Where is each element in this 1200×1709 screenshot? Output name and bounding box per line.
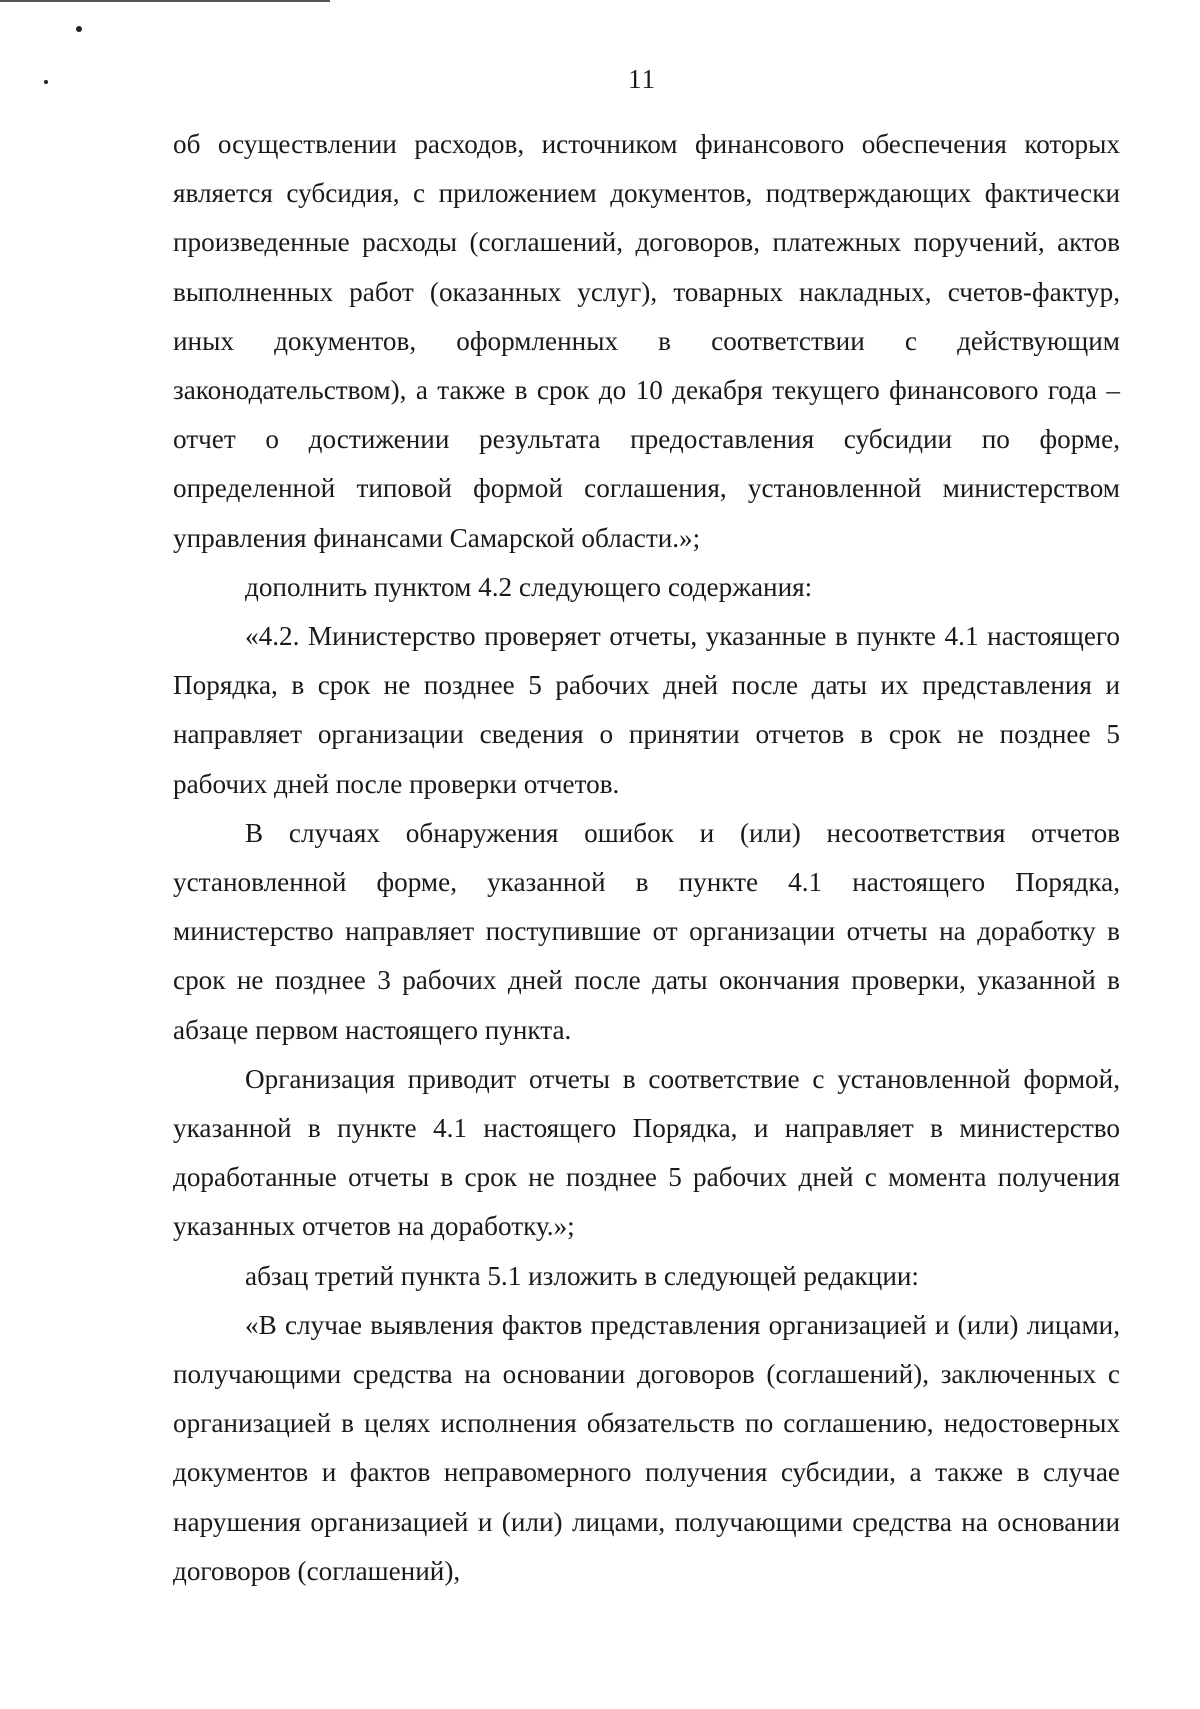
paragraph-errors: В случаях обнаружения ошибок и (или) несоответствия отчетов установленной форме, указанной в пункте 4.1 настоящего Порядка, министерство направляет поступившие от организации отчеты на доработку в срок не позднее 3 рабочих дней после даты окончания проверки, указанной в абзаце первом настоящего пункта. bbox=[173, 817, 1120, 1045]
paragraph-amendment-intro: дополнить пунктом 4.2 следующего содержания: bbox=[245, 571, 813, 602]
page-number: 11 bbox=[628, 64, 656, 94]
paragraph-clause-5-1: «В случае выявления фактов представления организацией и (или) лицами, получающими средства на основании договоров (соглашений), заключенных с организацией в целях исполнения обязательств по соглашению, недостоверных документов и фактов неправомерного получения субсидии, а также в случае нарушения организацией и (или) лицами, получающими средства на основании договоров (соглашений), bbox=[173, 1309, 1120, 1586]
paragraph-amendment-5-1: абзац третий пункта 5.1 изложить в следующей редакции: bbox=[245, 1260, 919, 1291]
paragraph-rework: Организация приводит отчеты в соответствие с установленной формой, указанной в пункте 4.1 настоящего Порядка, и направляет в министерство доработанные отчеты в срок не позднее 5 рабочих дней с момента получения указанных отчетов на доработку.»; bbox=[173, 1063, 1120, 1242]
scan-speck bbox=[76, 26, 82, 32]
paragraph-continuation: об осуществлении расходов, источником финансового обеспечения которых является субсидия, с приложением документов, подтверждающих фактически произведенные расходы (соглашений, договоров, платежных поручений, актов выполненных работ (оказанных услуг), товарных накладных, счетов-фактур, иных документов, оформленных в соответствии с действующим законодательством), а также в срок до 10 декабря текущего финансового года – отчет о достижении результата предоставления субсидии по форме, определенной типовой формой соглашения, установленной министерством управления финансами Самарской области.»; bbox=[173, 129, 1120, 553]
document-body bbox=[173, 120, 1120, 1596]
scan-artifact-line bbox=[0, 0, 330, 2]
paragraph-clause-4-2: «4.2. Министерство проверяет отчеты, указанные в пункте 4.1 настоящего Порядка, в срок не позднее 5 рабочих дней после даты их представления и направляет организации сведения о принятии отчетов в срок не позднее 5 рабочих дней после проверки отчетов. bbox=[173, 621, 1120, 799]
